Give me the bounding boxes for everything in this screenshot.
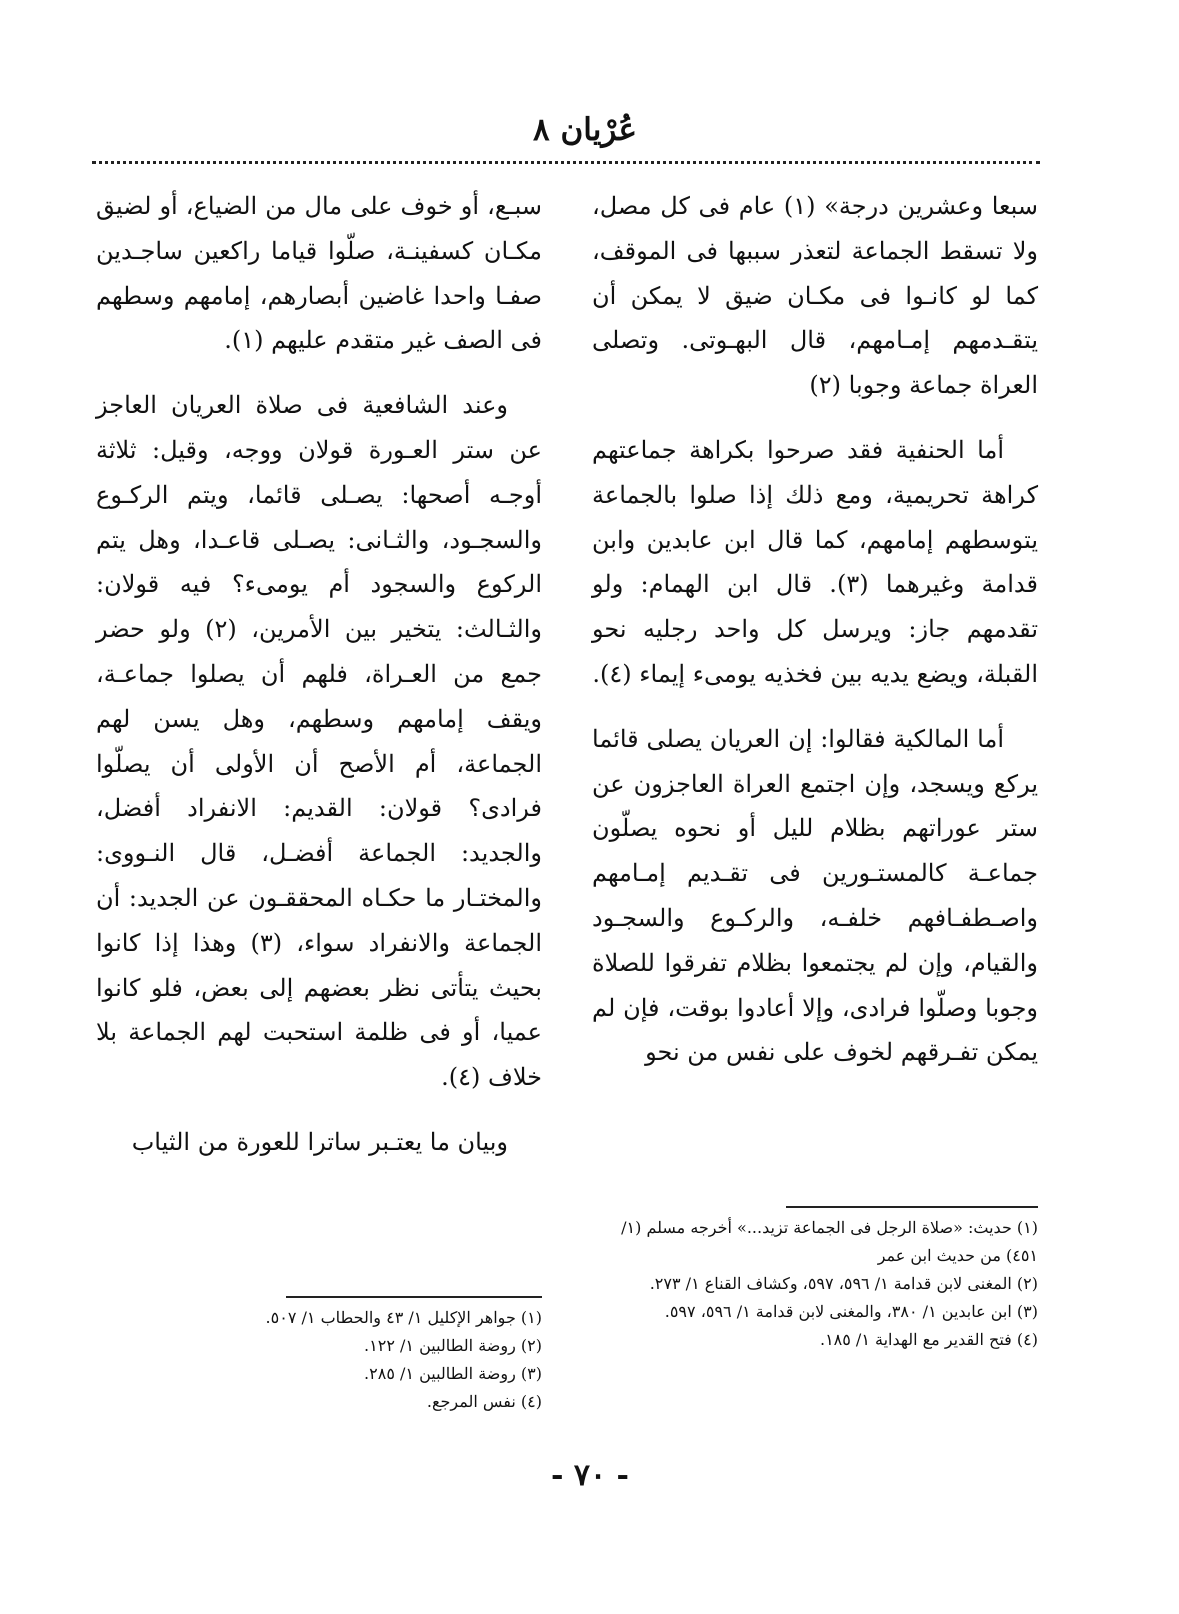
left-paragraph-3: وبيان ما يعتـبر ساترا للعورة من الثياب xyxy=(131,1127,508,1156)
right-footnote-3: (٣) ابن عابدين ١/ ٣٨٠، والمغنى لابن قدامة ١/ ٥٩٦، ٥٩٧. xyxy=(664,1302,1038,1321)
left-footnote-separator xyxy=(286,1296,542,1298)
left-text-column xyxy=(96,184,542,1185)
right-footnote-separator xyxy=(786,1206,1038,1208)
right-footnote-1: (١) حديث: «صلاة الرجل فى الجماعة تزيد...» أخرجه مسلم (١/ ٤٥١) من حديث ابن عمر xyxy=(621,1218,1038,1265)
right-paragraph-2: أما الحنفية فقد صرحوا بكراهة جماعتهم كراهة تحريمية، ومع ذلك إذا صلوا بالجماعة يتوسطهم إمامهم، كما قال ابن عابدين وابن قدامة وغيرهما (٣). قال ابن الهمام: ولو تقدمهم جاز: ويرسل كل واحد رجليه نحو القبلة، ويضع يديه بين فخذيه يومىء إيماء (٤). xyxy=(592,435,1038,688)
right-paragraph-3: أما المالكية فقالوا: إن العريان يصلى قائما يركع ويسجد، وإن اجتمع العراة العاجزون عن ستر عوراتهم بظلام لليل أو نحوه يصلّون جماعـة كالمستـورين فى تقـديم إمـامهم واصـطفـافهم خلفـه، والركـوع والسجـود والقيام، وإن لم يجتمعوا بظلام تفرقوا للصلاة وجوبا وصلّوا فرادى، وإلا أعادوا بوقت، فإن لم يمكن تفـرقهم لخوف على نفس من نحو xyxy=(592,724,1038,1067)
page-number: - ٧٠ - xyxy=(550,1458,630,1493)
right-footnote-2: (٢) المغنى لابن قدامة ١/ ٥٩٦، ٥٩٧، وكشاف القناع ١/ ٢٧٣. xyxy=(649,1274,1038,1293)
left-paragraph-1: سبـع، أو خوف على مال من الضياع، أو لضيق مكـان كسفينـة، صلّوا قياما راكعين ساجـدين صفـا واحدا غاضين أبصارهم، إمامهم وسطهم فى الصف غير متقدم عليهم (١). xyxy=(96,192,542,355)
left-footnote-3: (٣) روضة الطالبين ١/ ٢٨٥. xyxy=(364,1364,542,1383)
right-footnotes xyxy=(592,1214,1038,1354)
left-paragraph-2: وعند الشافعية فى صلاة العريان العاجز عن ستر العـورة قولان ووجه، وقيل: ثلاثة أوجـه أصحها: يصـلى قائما، ويتم الركـوع والسجـود، والثـانى: يصـلى قاعـدا، وهل يتم الركوع والسجود أم يومىء؟ فيه قولان: والثـالث: يتخير بين الأمرين، (٢) ولو حضر جمع من العـراة، فلهم أن يصلوا جماعـة، ويقف إمامهم وسطهم، وهل يسن لهم الجماعة، أم الأصح أن الأولى أن يصلّوا فرادى؟ قولان: القديم: الانفراد أفضل، والجديد: الجماعة أفضـل، قال النـووى: والمختـار ما حكـاه المحققـون عن الجديد: أن الجماعة والانفراد سواء، (٣) وهذا إذا كانوا بحيث يتأتى نظر بعضهم إلى بعض، فلو كانوا عميا، أو فى ظلمة استحبت لهم الجماعة بلا خلاف (٤). xyxy=(96,391,542,1092)
left-footnote-4: (٤) نفس المرجع. xyxy=(426,1392,542,1411)
left-footnotes xyxy=(96,1304,542,1416)
header-dotted-divider xyxy=(92,161,1040,164)
right-footnote-4: (٤) فتح القدير مع الهداية ١/ ١٨٥. xyxy=(819,1330,1038,1349)
left-footnote-2: (٢) روضة الطالبين ١/ ١٢٢. xyxy=(364,1336,542,1355)
running-header-title: عُرْيان ٨ xyxy=(533,112,637,148)
right-paragraph-1: سبعا وعشرين درجة» (١) عام فى كل مصل، ولا تسقط الجماعة لتعذر سببها فى الموقف، كما لو كانـوا فى مكـان ضيق لا يمكن أن يتقـدمهم إمـامهم، قال البهـوتى. وتصلى العراة جماعة وجوبا (٢) xyxy=(592,192,1038,400)
right-text-column xyxy=(592,184,1038,1095)
left-footnote-1: (١) جواهر الإكليل ١/ ٤٣ والحطاب ١/ ٥٠٧. xyxy=(265,1308,542,1327)
